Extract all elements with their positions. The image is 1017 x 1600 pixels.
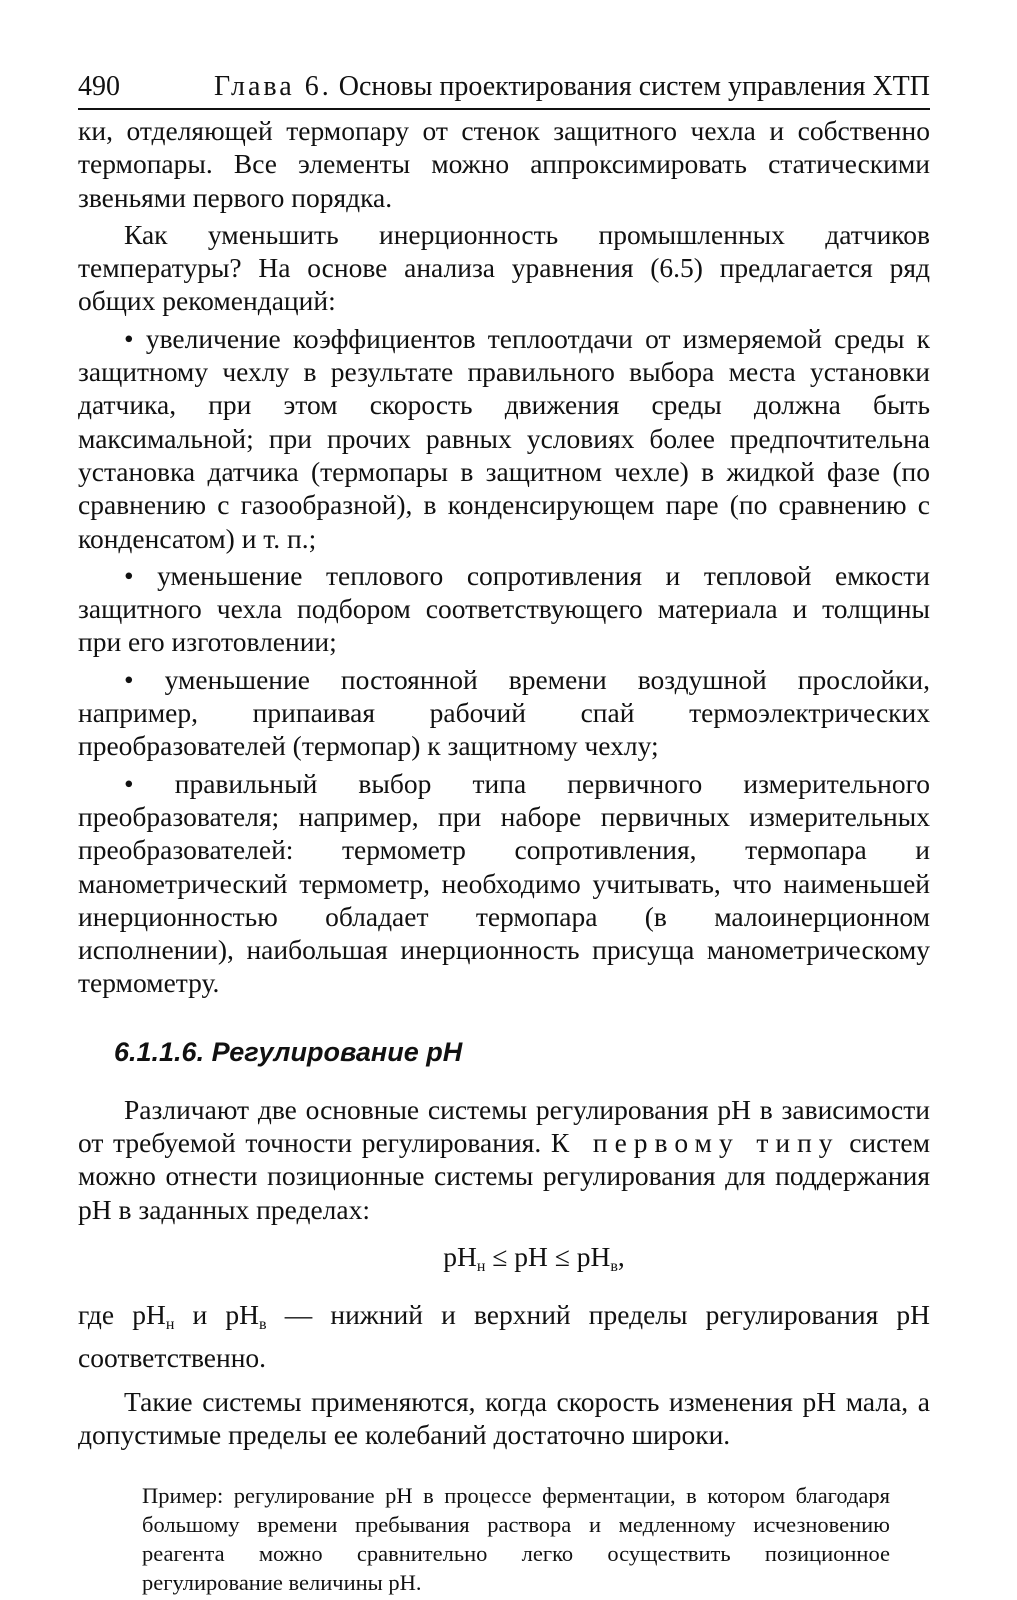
bullet-item: • увеличение коэффициентов теплоотдачи от измеряемой среды к защитному чехлу в результате правильного выбора места установки датчика, при этом скорость движения среды должна быть максимальной; при прочих равных условиях более предпочтительна установка датчика (термопары в защитном чехле) в жидкой фазе (по сравнению с газообразной), в конденсирующем паре (по сравнению с конденсатом) и т. п.; xyxy=(78,322,930,554)
chapter-label: Глава 6. xyxy=(213,71,332,102)
example-paragraph: Пример: регулирование pH в процессе ферментации, в котором благодаря большому времени пребывания раствора и медленному исчезновению реагента можно сравнительно легко осуществить позиционное регулирование величины pH. xyxy=(142,1483,890,1596)
formula-subscript: в xyxy=(610,1257,618,1275)
page-body xyxy=(78,114,930,1597)
formula-part: , xyxy=(617,1240,625,1272)
formula xyxy=(138,1240,930,1284)
section-paragraph: Такие системы применяются, когда скорость изменения pH мала, а допустимые пределы ее колебаний достаточно широки. xyxy=(78,1385,930,1450)
formula-part: pH xyxy=(443,1240,477,1272)
text-run: систем можно отнести позиционные системы регулирования для поддержания pH в заданных пределах: xyxy=(78,1127,930,1225)
bullet-item: • правильный выбор типа первичного измерительного преобразователя; например, при наборе первичных измерительных преобразователей: термометр сопротивления, термопара и манометрический термометр, необходимо учитывать, что наименьшей инерционностью обладает термопара (в малоинерционном исполнении), наибольшая инерционность присуща манометрическому термометру. xyxy=(78,767,930,999)
formula-explanation xyxy=(78,1298,930,1375)
page-number: 490 xyxy=(78,71,120,102)
chapter-title-line xyxy=(214,70,930,104)
text-run: Различают две основные системы регулирования pH в зависимости от требуемой точности регулирования. xyxy=(78,1093,930,1159)
bullet-item: • уменьшение постоянной времени воздушной прослойки, например, припаивая рабочий спай термоэлектрических преобразователей (термопар) к защитному чехлу; xyxy=(78,663,930,762)
text-run: и pH xyxy=(174,1298,260,1330)
chapter-title: Основы проектирования систем управления ХТП xyxy=(338,71,930,102)
text-run: — нижний и верхний пределы регулирования pH соответственно. xyxy=(78,1298,930,1374)
section-paragraph xyxy=(78,1093,930,1226)
formula-subscript: н xyxy=(476,1257,486,1275)
page xyxy=(78,70,930,1597)
paragraph-question: Как уменьшить инерционность промышленных датчиков температуры? На основе анализа уравнения (6.5) предлагается ряд общих рекомендаций: xyxy=(78,218,930,317)
formula-part: ≤ pH ≤ pH xyxy=(485,1240,611,1272)
paragraph-continued: ки, отделяющей термопару от стенок защитного чехла и собственно термопары. Все элементы можно аппроксимировать статическими звеньями первого порядка. xyxy=(78,115,930,213)
spaced-emphasis: К первому типу xyxy=(550,1127,840,1159)
bullet-item: • уменьшение теплового сопротивления и тепловой емкости защитного чехла подбором соответствующего материала и толщины при его изготовлении; xyxy=(78,559,930,658)
running-header xyxy=(78,70,930,110)
section-heading: 6.1.1.6. Регулирование pH xyxy=(114,1036,463,1067)
subscript: в xyxy=(259,1315,267,1333)
subscript: н xyxy=(165,1315,175,1333)
text-run: где pH xyxy=(78,1298,166,1330)
